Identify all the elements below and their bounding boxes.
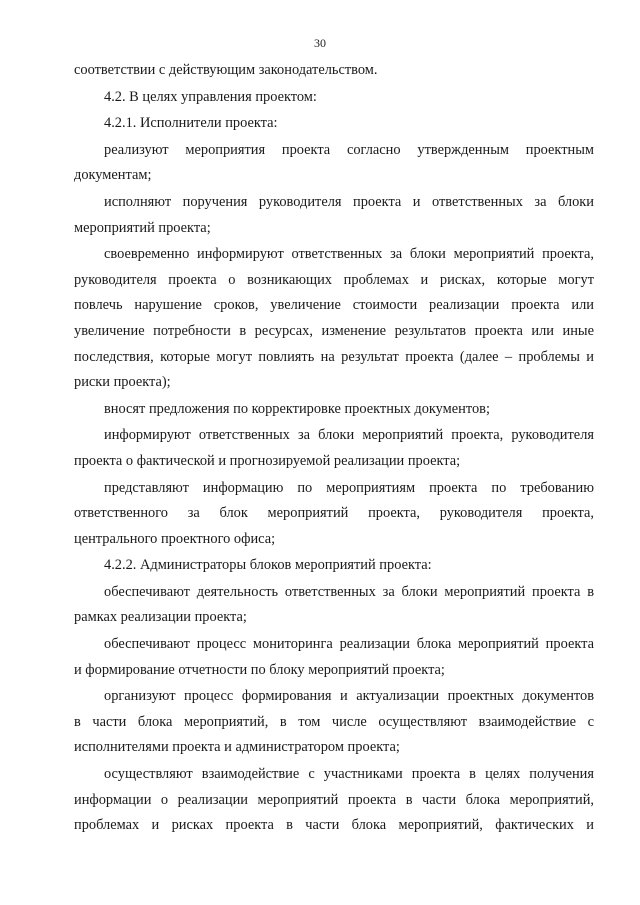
paragraph	[74, 190, 594, 241]
text-line: повлечь нарушение сроков, увеличение стоимости реализации проекта или	[74, 297, 594, 314]
text-line: осуществляют взаимодействие с участниками проекта в целях получения	[104, 766, 594, 783]
text-line: соответствии с действующим законодательством.	[74, 62, 378, 78]
paragraph	[74, 762, 594, 839]
paragraph	[74, 242, 594, 396]
text-line: рамках реализации проекта;	[74, 609, 247, 626]
text-line: увеличение потребности в ресурсах, изменение результатов проекта или иные	[74, 322, 594, 339]
paragraph	[74, 423, 594, 474]
text-line: информируют ответственных за блоки мероприятий проекта, руководителя	[104, 427, 594, 444]
text-line: документам;	[74, 167, 152, 184]
paragraph	[74, 553, 594, 579]
text-line: последствия, которые могут повлиять на результат проекта (далее – проблемы и	[74, 348, 594, 365]
section-heading: 4.2. В целях управления проектом:	[104, 88, 317, 105]
text-line: мероприятий проекта;	[74, 219, 211, 236]
paragraph	[74, 58, 594, 84]
text-line: риски проекта);	[74, 374, 171, 391]
text-line: своевременно информируют ответственных за блоки мероприятий проекта,	[104, 246, 594, 263]
text-line: обеспечивают процесс мониторинга реализации блока мероприятий проекта	[104, 636, 594, 653]
paragraph	[74, 684, 594, 761]
text-line: в части блока мероприятий, в том числе осуществляют взаимодействие с	[74, 713, 594, 730]
text-line: и формирование отчетности по блоку мероприятий проекта;	[74, 661, 445, 678]
text-line: центрального проектного офиса;	[74, 530, 276, 547]
paragraph	[74, 632, 594, 683]
text-line: исполняют поручения руководителя проекта и ответственных за блоки	[104, 193, 594, 210]
page-number: 30	[314, 36, 326, 50]
paragraph	[74, 138, 594, 189]
text-line: вносят предложения по корректировке проектных документов;	[104, 400, 490, 417]
paragraph	[74, 397, 594, 423]
text-line: обеспечивают деятельность ответственных за блоки мероприятий проекта в	[104, 583, 594, 600]
paragraph	[74, 580, 594, 631]
text-line: проблемах и рисках проекта в части блока мероприятий, фактических и	[74, 817, 594, 834]
text-line: информации о реализации мероприятий проекта в части блока мероприятий,	[74, 791, 594, 808]
text-line: ответственного за блок мероприятий проекта, руководителя проекта,	[74, 505, 594, 522]
document-body	[74, 58, 594, 840]
text-line: реализуют мероприятия проекта согласно утвержденным проектным	[104, 141, 594, 158]
paragraph	[74, 85, 594, 111]
text-line: исполнителями проекта и администратором проекта;	[74, 739, 400, 756]
text-line: организуют процесс формирования и актуализации проектных документов	[104, 688, 594, 705]
paragraph	[74, 111, 594, 137]
subsection-heading: 4.2.1. Исполнители проекта:	[104, 115, 278, 132]
text-line: представляют информацию по мероприятиям проекта по требованию	[104, 479, 594, 496]
subsection-heading: 4.2.2. Администраторы блоков мероприятий проекта:	[104, 557, 432, 574]
paragraph	[74, 476, 594, 553]
text-line: руководителя проекта о возникающих проблемах и рисках, которые могут	[74, 271, 594, 288]
text-line: проекта о фактической и прогнозируемой реализации проекта;	[74, 452, 461, 469]
